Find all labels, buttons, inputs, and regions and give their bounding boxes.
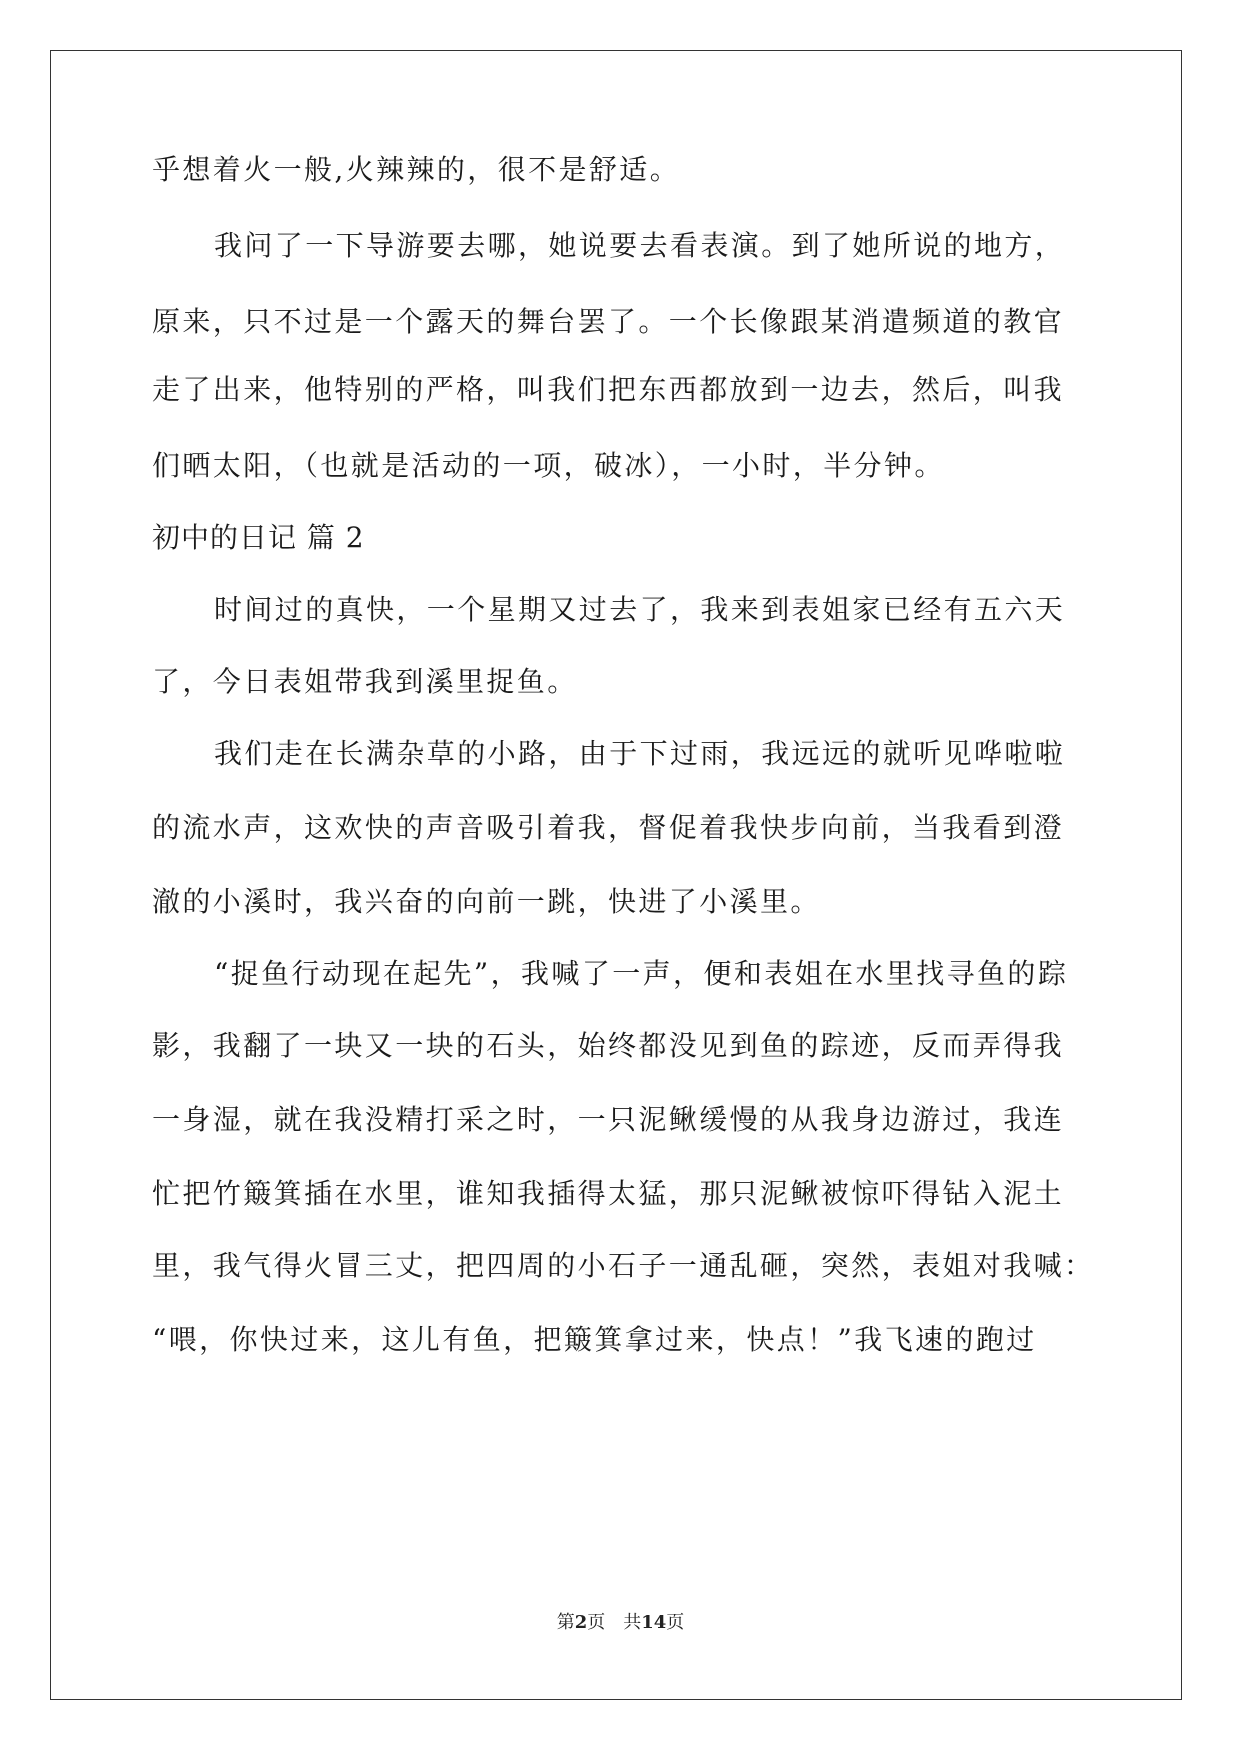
text-line-17: “喂，你快过来，这儿有鱼，把簸箕拿过来，快点！”我飞速的跑过 xyxy=(152,1323,1037,1356)
paragraph-start: 我们走在长满杂草的小路，由于下过雨，我远远的就听见哗啦啦 xyxy=(214,737,1066,770)
text-line-3: 原来，只不过是一个露天的舞台罢了。一个长像跟某消遣频道的教官 xyxy=(152,305,1065,338)
text-line-1: 乎想着火一般,火辣辣的，很不是舒适。 xyxy=(152,153,681,186)
total-suffix: 页 xyxy=(666,1612,685,1633)
paragraph-start: 时间过的真快，一个星期又过去了，我来到表姐家已经有五六天 xyxy=(214,593,1066,626)
text-line-11: 澈的小溪时，我兴奋的向前一跳，快进了小溪里。 xyxy=(152,885,821,918)
total-pages: 14 xyxy=(641,1612,667,1633)
text-line-10: 的流水声，这欢快的声音吸引着我，督促着我快步向前，当我看到澄 xyxy=(152,811,1065,844)
page-footer xyxy=(0,1611,1241,1635)
text-line-5: 们晒太阳，（也就是活动的一项，破冰），一小时，半分钟。 xyxy=(152,449,945,482)
paragraph-start: “捉鱼行动现在起先”，我喊了一声，便和表姐在水里找寻鱼的踪 xyxy=(214,957,1069,990)
page-suffix: 页 xyxy=(587,1612,606,1633)
page-prefix: 第 xyxy=(556,1612,575,1633)
total-prefix: 共 xyxy=(623,1612,642,1633)
text-line-8: 了，今日表姐带我到溪里捉鱼。 xyxy=(152,665,578,698)
page-border xyxy=(50,50,1182,1700)
text-line-4: 走了出来，他特别的严格，叫我们把东西都放到一边去，然后，叫我 xyxy=(152,373,1065,406)
paragraph-start: 我问了一下导游要去哪，她说要去看表演。到了她所说的地方， xyxy=(214,229,1066,262)
text-line-13: 影，我翻了一块又一块的石头，始终都没见到鱼的踪迹，反而弄得我 xyxy=(152,1029,1065,1062)
page-number: 2 xyxy=(574,1612,588,1633)
section-heading: 初中的日记 篇 2 xyxy=(152,521,365,554)
text-line-16: 里，我气得火冒三丈，把四周的小石子一通乱砸，突然，表姐对我喊： xyxy=(152,1249,1095,1282)
text-line-14: 一身湿，就在我没精打采之时，一只泥鳅缓慢的从我身边游过，我连 xyxy=(152,1103,1065,1136)
text-line-15: 忙把竹簸箕插在水里，谁知我插得太猛，那只泥鳅被惊吓得钻入泥土 xyxy=(152,1177,1065,1210)
